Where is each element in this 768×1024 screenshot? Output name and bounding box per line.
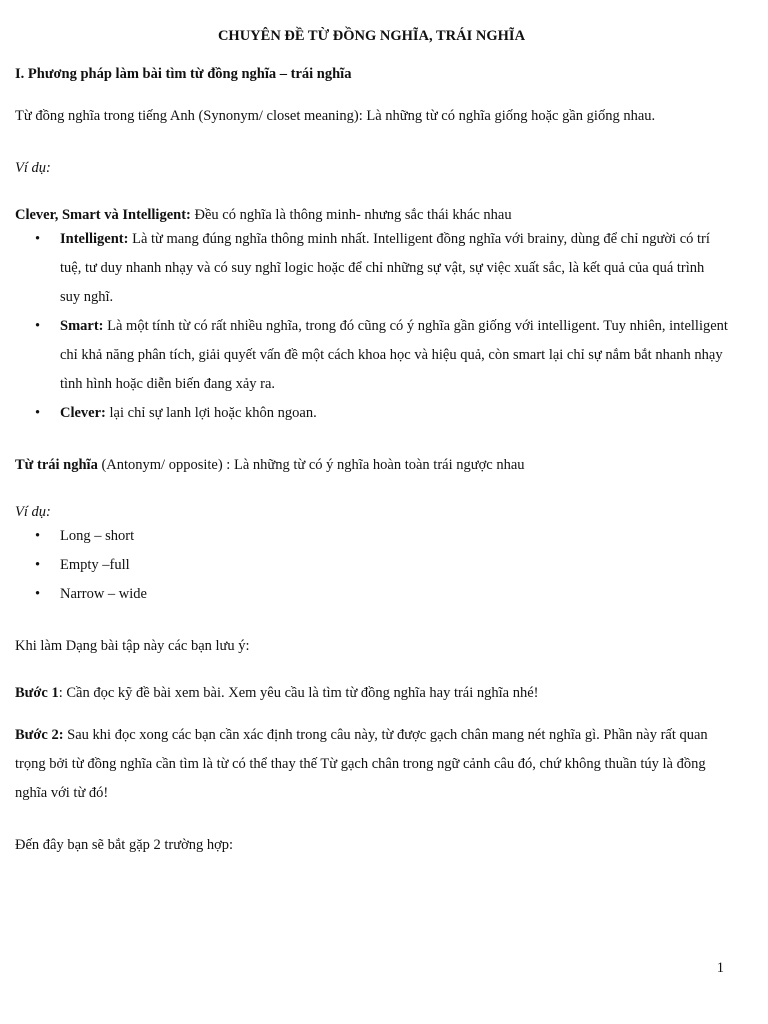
final-line: Đến đây bạn sẽ bắt gặp 2 trường hợp:	[15, 837, 234, 853]
document-title: CHUYÊN ĐỀ TỪ ĐỒNG NGHĨA, TRÁI NGHĨA	[217, 28, 526, 44]
step-1	[15, 683, 728, 703]
section-heading: I. Phương pháp làm bài tìm từ đồng nghĩa – trái nghĩa	[15, 66, 352, 82]
list-item	[15, 399, 728, 428]
step-2-label: Bước 2:	[15, 727, 64, 743]
list-item	[15, 225, 728, 312]
step-2	[15, 721, 728, 808]
step-1-text: : Cần đọc kỹ đề bài xem bài. Xem yêu cầu là tìm từ đồng nghĩa hay trái nghĩa nhé!	[58, 685, 539, 701]
antonym-definition	[15, 455, 728, 475]
list-item: • Empty –full	[15, 551, 728, 580]
example-label: Ví dụ:	[15, 504, 51, 520]
antonym-bold: Từ trái nghĩa	[15, 457, 98, 473]
antonym-text: (Antonym/ opposite) : Là những từ có ý nghĩa hoàn toàn trái ngược nhau	[97, 457, 525, 473]
bullet-text: Là từ mang đúng nghĩa thông minh nhất. Intelligent đồng nghĩa với brainy, dùng để chỉ người có trí tuệ, tư duy nhanh nhạy và có suy nghĩ logic hoặc để chỉ những sự vật, sự việc xuất sắc, là kết quả của quá trình suy nghĩ.	[60, 231, 710, 305]
list-item: • Long – short	[15, 522, 728, 551]
list-item	[15, 312, 728, 399]
bullet-term: Smart:	[60, 318, 104, 334]
clever-line-bold: Clever, Smart và Intelligent:	[15, 207, 191, 223]
synonym-bullet-list	[15, 225, 728, 428]
antonym-bullet-list	[15, 522, 728, 609]
example-label: Ví dụ:	[15, 160, 51, 176]
clever-smart-intelligent-line	[15, 205, 728, 225]
clever-line-text: Đều có nghĩa là thông minh- nhưng sắc thái khác nhau	[190, 207, 512, 223]
synonym-definition: Từ đồng nghĩa trong tiếng Anh (Synonym/ closet meaning): Là những từ có nghĩa giống hoặc gần giống nhau.	[15, 108, 656, 124]
list-item: • Narrow – wide	[15, 580, 728, 609]
bullet-term: Intelligent:	[60, 231, 129, 247]
bullet-text: lại chỉ sự lanh lợi hoặc khôn ngoan.	[105, 405, 317, 421]
step-1-label: Bước 1	[15, 685, 59, 701]
page-number: 1	[716, 960, 724, 976]
bullet-text: Là một tính từ có rất nhiều nghĩa, trong đó cũng có ý nghĩa gần giống với intelligent. Tuy nhiên, intelligent chỉ khả năng phân tích, giải quyết vấn đề một cách khoa học và hiệu quả, còn smart lại chỉ sự nắm bắt nhanh nhạy tình hình hoặc diễn biến đang xảy ra.	[60, 318, 728, 392]
step-2-text: Sau khi đọc xong các bạn cần xác định trong câu này, từ được gạch chân mang nét nghĩa gì. Phần này rất quan trọng bởi từ đồng nghĩa cần tìm là từ có thể thay thế Từ gạch chân trong ngữ cảnh câu đó, chứ không thuần túy là đồng nghĩa với từ đó!	[15, 727, 708, 801]
note-line: Khi làm Dạng bài tập này các bạn lưu ý:	[15, 638, 250, 654]
bullet-term: Clever:	[60, 405, 106, 421]
